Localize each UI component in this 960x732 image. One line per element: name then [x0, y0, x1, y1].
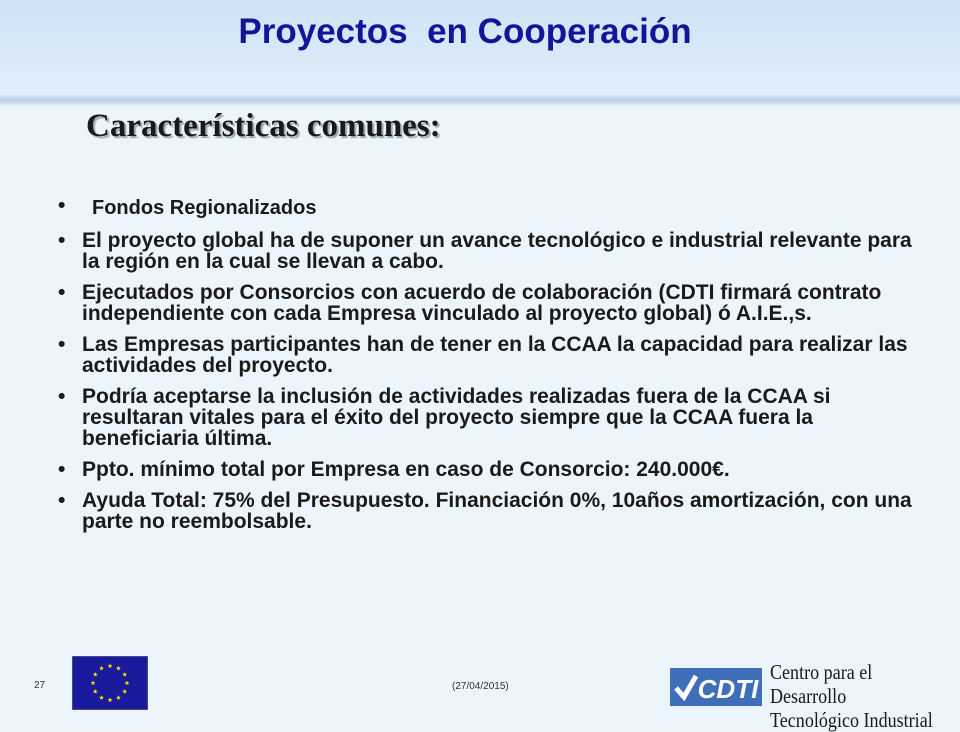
slide-subtitle: Características comunes: [86, 108, 441, 144]
bullet-text: Fondos Regionalizados [92, 197, 317, 219]
bullet-text: El proyecto global ha de suponer un avance tecnológico e industrial relevante para la región en la cual se llevan a cabo. [82, 229, 912, 273]
list-item [58, 282, 918, 324]
bullet-marker: • [58, 281, 66, 304]
cdti-logo-text: CDTI [697, 674, 759, 704]
bullet-list [58, 194, 918, 542]
cdti-logo [670, 664, 762, 708]
bullet-marker: • [58, 458, 66, 481]
eu-flag-icon [72, 656, 148, 710]
bullet-text: Ppto. mínimo total por Empresa en caso de Consorcio: 240.000€. [82, 458, 730, 481]
header-divider [0, 94, 960, 106]
organization-name [770, 660, 933, 732]
bullet-marker: • [58, 333, 66, 356]
list-item [58, 230, 918, 272]
slide-title: Proyectos en Cooperación [238, 12, 692, 51]
bullet-marker: • [58, 229, 66, 252]
bullet-marker: • [58, 385, 66, 408]
list-item [58, 334, 918, 376]
bullet-marker: • [58, 194, 66, 217]
bullet-marker: • [58, 489, 66, 512]
footer-date: (27/04/2015) [452, 681, 509, 692]
organization-line-1: Centro para el Desarrollo [770, 660, 873, 708]
bullet-text: Podría aceptarse la inclusión de actividades realizadas fuera de la CCAA si resultaran vitales para el éxito del proyecto siempre que la CCAA fuera la beneficiaria última. [82, 385, 831, 450]
list-item [58, 194, 918, 219]
bullet-text: Ejecutados por Consorcios con acuerdo de colaboración (CDTI firmará contrato independiente con cada Empresa vinculado al proyecto global) ó A.I.E.,s. [82, 281, 882, 325]
list-item [58, 386, 918, 449]
page-number: 27 [34, 680, 46, 691]
organization-line-2: Tecnológico Industrial [770, 708, 933, 732]
bullet-text: Ayuda Total: 75% del Presupuesto. Financiación 0%, 10años amortización, con una parte no reembolsable. [82, 489, 912, 533]
list-item [58, 490, 918, 532]
list-item [58, 459, 918, 480]
bullet-text: Las Empresas participantes han de tener en la CCAA la capacidad para realizar las actividades del proyecto. [82, 333, 908, 377]
